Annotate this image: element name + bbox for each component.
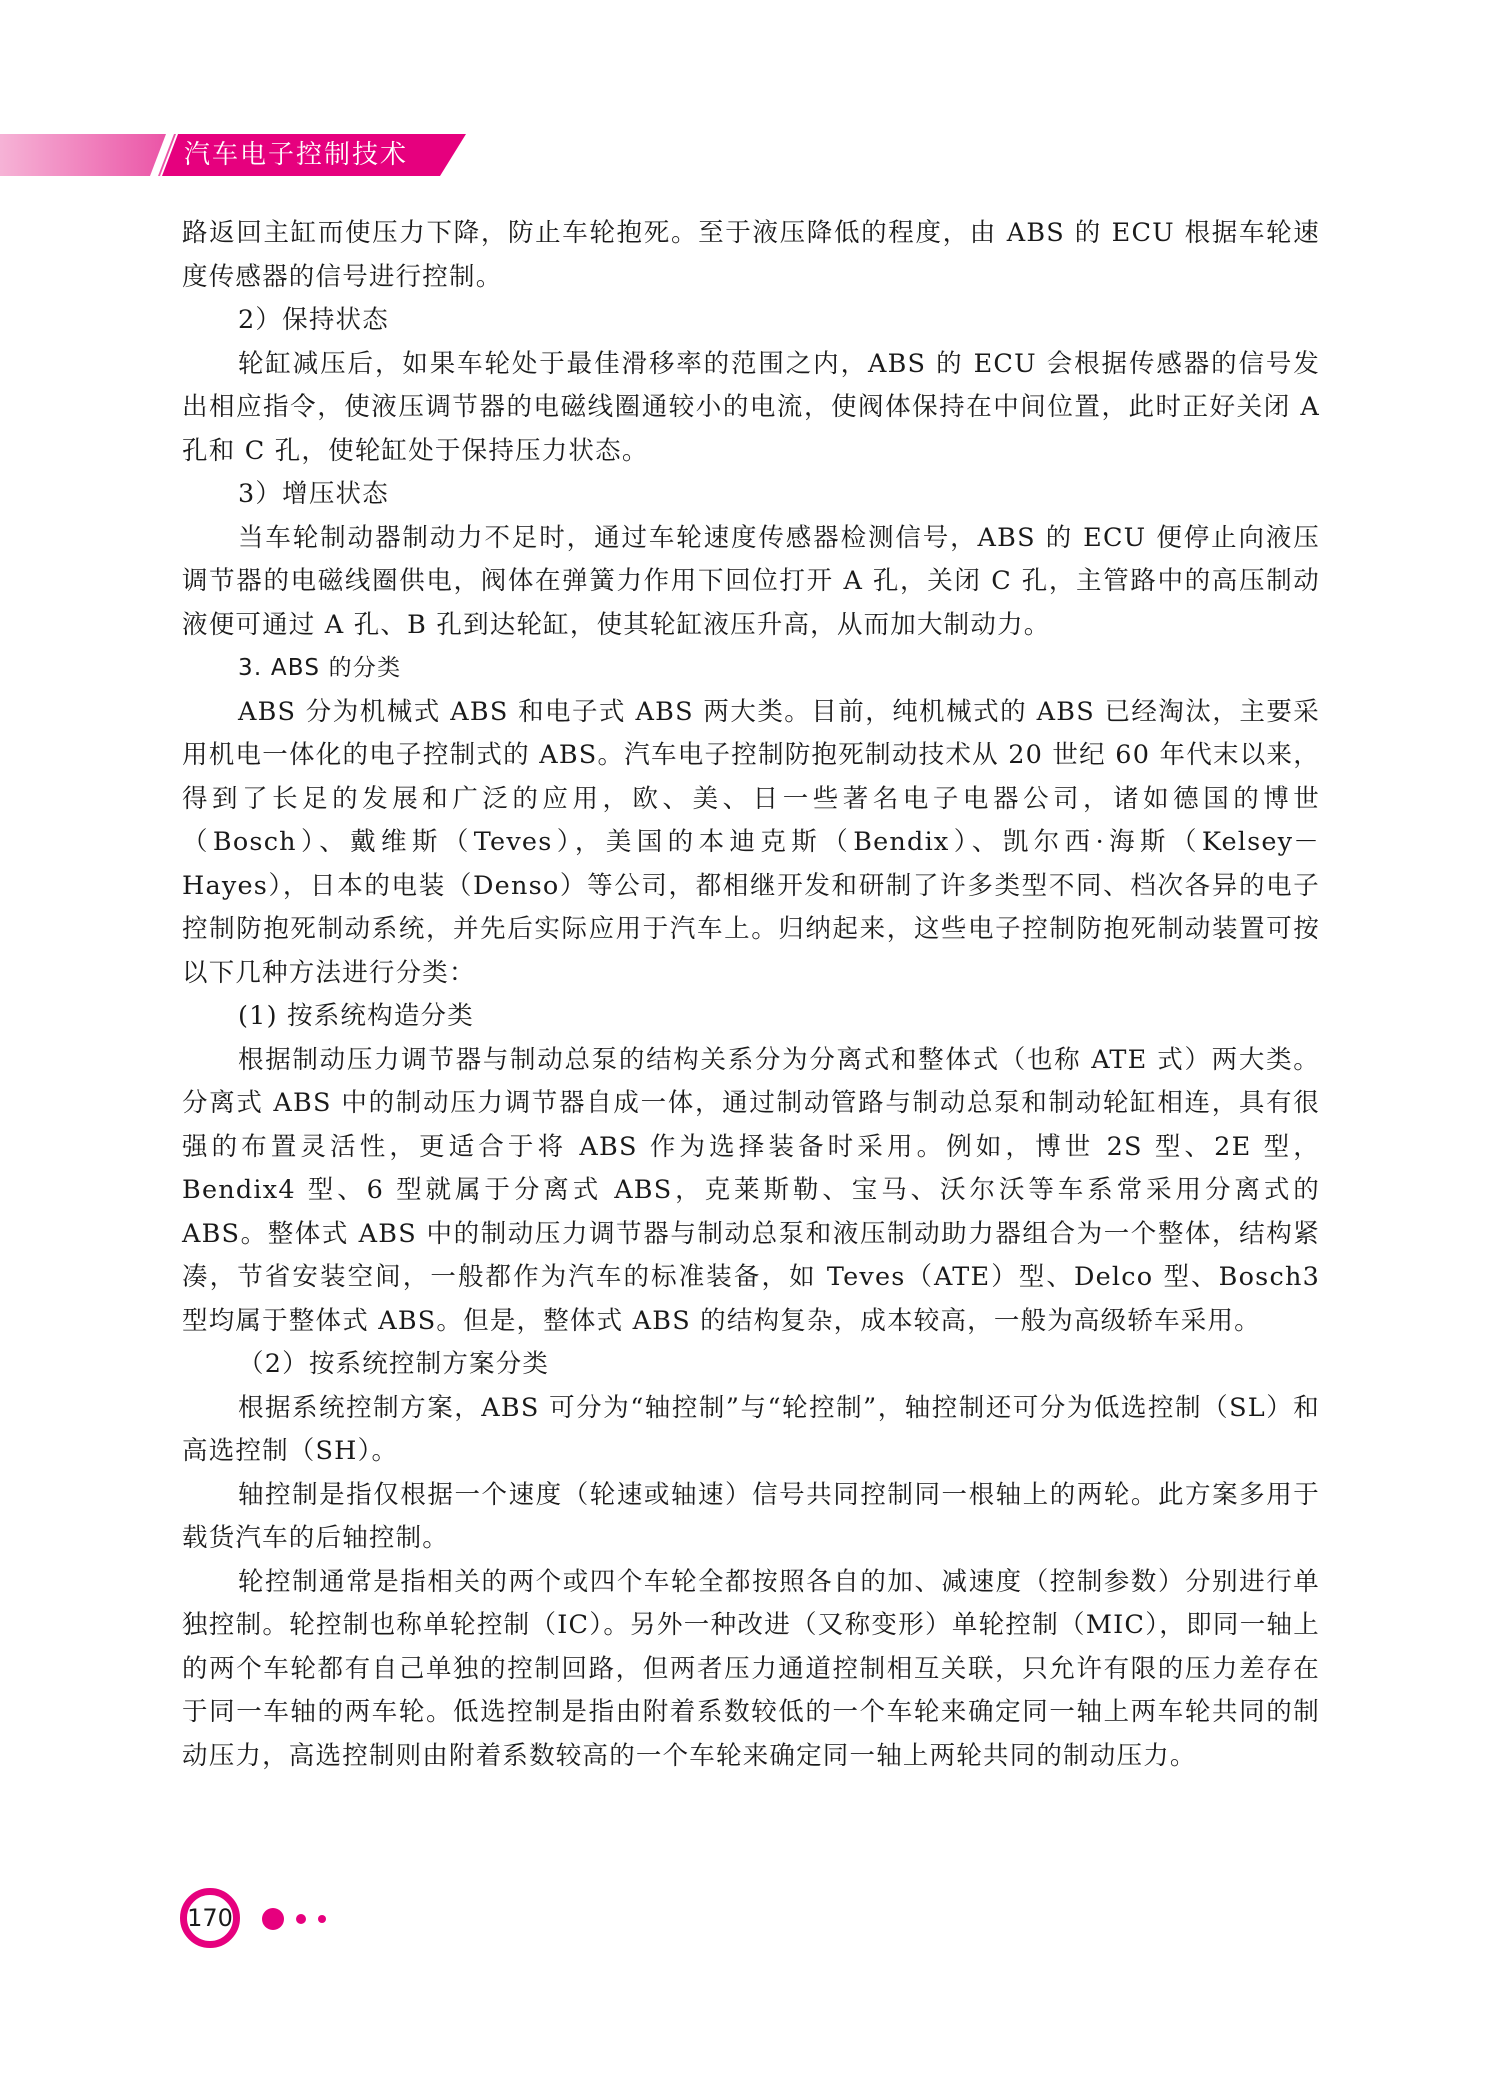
decorative-dot-icon [296, 1914, 306, 1924]
header-title: 汽车电子控制技术 [184, 140, 409, 170]
section-heading-abs-classification: 3. ABS 的分类 [238, 655, 402, 681]
body-text [182, 212, 1320, 1778]
decorative-dot-icon [318, 1915, 326, 1923]
paragraph: 路返回主缸而使压力下降，防止车轮抱死。至于液压降低的程度，由 ABS 的 ECU 根据车轮速度传感器的信号进行控制。 [182, 218, 1320, 292]
subheading-by-construction: (1) 按系统构造分类 [238, 1001, 474, 1031]
subheading-by-control-scheme: （2）按系统控制方案分类 [238, 1349, 550, 1379]
paragraph: 根据制动压力调节器与制动总泵的结构关系分为分离式和整体式（也称 ATE 式）两大类。分离式 ABS 中的制动压力调节器自成一体，通过制动管路与制动总泵和制动轮缸相连，具有很强的布置灵活性，更适合于将 ABS 作为选择装备时采用。例如，博世 2S 型、2E 型，Bendix4 型、6 型就属于分离式 ABS，克莱斯勒、宝马、沃尔沃等车系常采用分离式的 ABS。整体式 ABS 中的制动压力调节器与制动总泵和液压制动助力器组合为一个整体，结构紧凑，节省安装空间，一般都作为汽车的标准装备，如 Teves（ATE）型、Delco 型、Bosch3 型均属于整体式 ABS。但是，整体式 ABS 的结构复杂，成本较高，一般为高级轿车采用。 [182, 1044, 1320, 1336]
subheading-hold-state: 2）保持状态 [238, 305, 389, 335]
paragraph: 轴控制是指仅根据一个速度（轮速或轴速）信号共同控制同一根轴上的两轮。此方案多用于载货汽车的后轴控制。 [182, 1479, 1320, 1553]
decorative-dot-icon [262, 1908, 284, 1930]
paragraph: 当车轮制动器制动力不足时，通过车轮速度传感器检测信号，ABS 的 ECU 便停止向液压调节器的电磁线圈供电，阀体在弹簧力作用下回位打开 A 孔，关闭 C 孔，主管路中的高压制动液便可通过 A 孔、B 孔到达轮缸，使其轮缸液压升高，从而加大制动力。 [182, 522, 1320, 640]
subheading-boost-state: 3）增压状态 [238, 479, 389, 509]
paragraph: 轮缸减压后，如果车轮处于最佳滑移率的范围之内，ABS 的 ECU 会根据传感器的信号发出相应指令，使液压调节器的电磁线圈通较小的电流，使阀体保持在中间位置，此时正好关闭 A 孔和 C 孔，使轮缸处于保持压力状态。 [182, 348, 1320, 466]
paragraph: 轮控制通常是指相关的两个或四个车轮全都按照各自的加、减速度（控制参数）分别进行单独控制。轮控制也称单轮控制（IC）。另外一种改进（又称变形）单轮控制（MIC），即同一轴上的两个车轮都有自己单独的控制回路，但两者压力通道控制相互关联，只允许有限的压力差存在于同一车轴的两车轮。低选控制是指由附着系数较低的一个车轮来确定同一轴上两车轮共同的制动压力，高选控制则由附着系数较高的一个车轮来确定同一轴上两轮共同的制动压力。 [182, 1566, 1320, 1771]
page-number: 170 [180, 1888, 240, 1948]
paragraph: 根据系统控制方案，ABS 可分为“轴控制”与“轮控制”，轴控制还可分为低选控制（SL）和高选控制（SH）。 [182, 1392, 1320, 1466]
paragraph: ABS 分为机械式 ABS 和电子式 ABS 两大类。目前，纯机械式的 ABS 已经淘汰，主要采用机电一体化的电子控制式的 ABS。汽车电子控制防抱死制动技术从 20 世纪 60 年代末以来，得到了长足的发展和广泛的应用，欧、美、日一些著名电子电器公司，诸如德国的博世（Bosch）、戴维斯（Teves），美国的本迪克斯（Bendix）、凯尔西·海斯（Kelsey－Hayes），日本的电装（Denso）等公司，都相继开发和研制了许多类型不同、档次各异的电子控制防抱死制动系统，并先后实际应用于汽车上。归纳起来，这些电子控制防抱死制动装置可按以下几种方法进行分类： [182, 696, 1320, 988]
